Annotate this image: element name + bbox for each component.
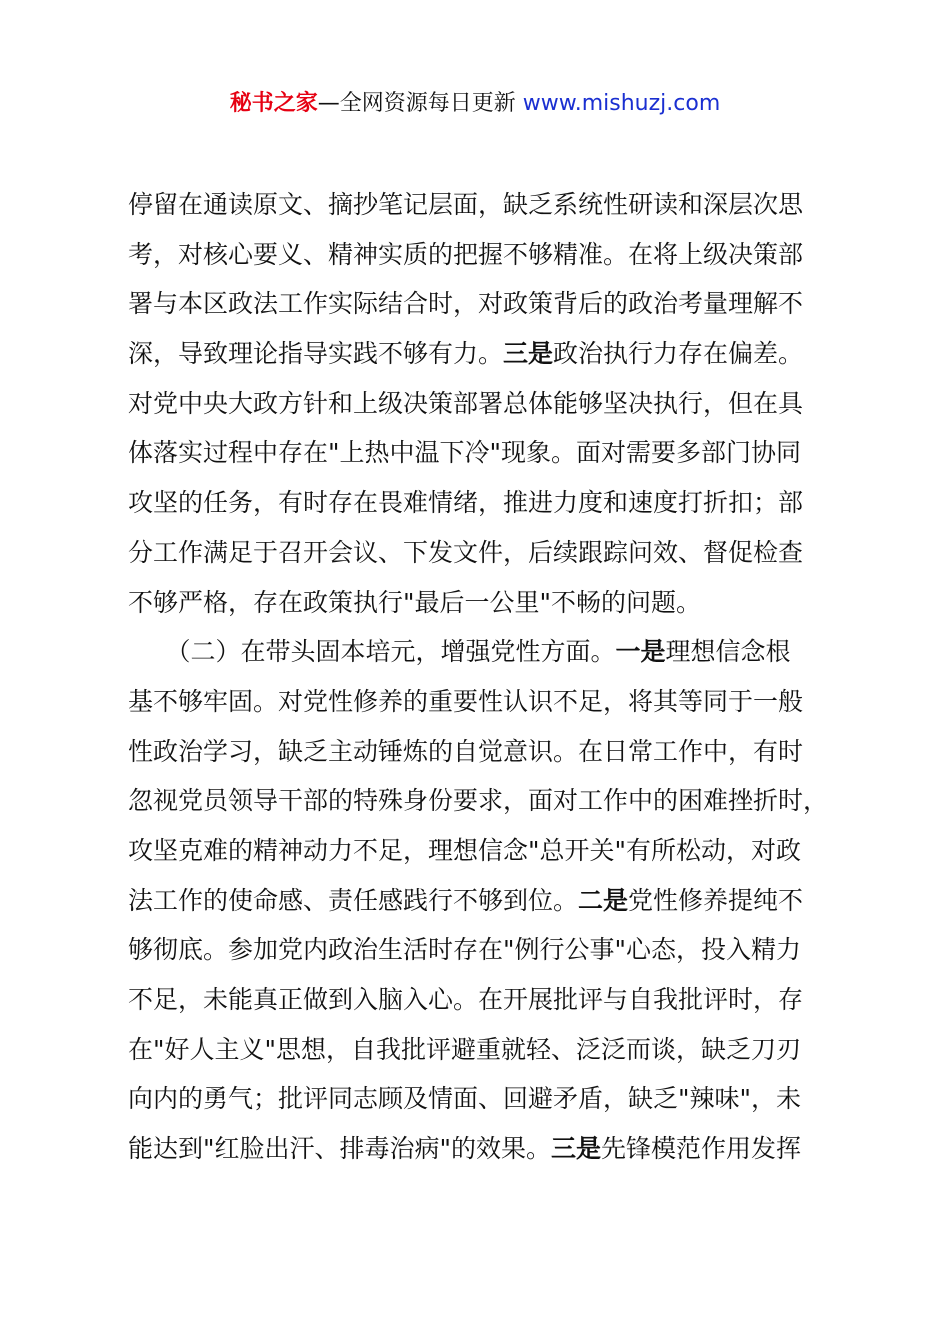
header-brand: 秘书之家 bbox=[229, 91, 318, 116]
text-line bbox=[128, 230, 838, 280]
text-line bbox=[128, 727, 838, 777]
bold-marker: 二是 bbox=[578, 885, 629, 915]
page-header bbox=[0, 88, 950, 120]
text-segment: 不足，未能真正做到入脑入心。在开展批评与自我批评时，存 bbox=[128, 985, 804, 1014]
text-segment: 考，对核心要义、精神实质的把握不够精准。在将上级决策部 bbox=[128, 239, 804, 269]
text-line bbox=[128, 279, 838, 329]
text-segment: 基不够牢固。对党性修养的重要性认识不足，将其等同于一般 bbox=[128, 686, 804, 716]
header-slogan: —全网资源每日更新 bbox=[317, 91, 523, 116]
text-segment: 够彻底。参加党内政治生活时存在"例行公事"心态，投入精力 bbox=[128, 935, 802, 965]
text-segment: 政治执行力存在偏差。 bbox=[553, 339, 804, 369]
text-line bbox=[128, 379, 838, 429]
text-line bbox=[128, 776, 838, 826]
text-line bbox=[128, 428, 838, 478]
text-segment: 党性修养提纯不 bbox=[628, 885, 804, 915]
document-body bbox=[128, 180, 838, 1174]
text-segment: 署与本区政法工作实际结合时，对政策背后的政治考量理解不 bbox=[128, 289, 804, 319]
text-segment: （二）在带头固本培元，增强党性方面。 bbox=[128, 637, 616, 667]
text-line bbox=[128, 627, 838, 677]
text-segment: 性政治学习，缺乏主动锤炼的自觉意识。在日常工作中，有时 bbox=[128, 736, 804, 766]
text-line bbox=[128, 826, 838, 876]
text-segment: 深，导致理论指导实践不够有力。 bbox=[128, 339, 504, 369]
text-segment: 向内的勇气；批评同志顾及情面、回避矛盾，缺乏"辣味"，未 bbox=[128, 1084, 802, 1114]
text-segment: 攻坚克难的精神动力不足，理想信念"总开关"有所松动，对政 bbox=[128, 835, 802, 865]
header-url: www.mishuzj.com bbox=[522, 91, 721, 116]
text-line bbox=[128, 478, 838, 528]
text-line bbox=[128, 180, 838, 230]
text-segment: 停留在通读原文、摘抄笔记层面，缺乏系统性研读和深层次思 bbox=[128, 190, 804, 219]
text-line bbox=[128, 975, 838, 1025]
text-segment: 忽视党员领导干部的特殊身份要求，面对工作中的困难挫折时， bbox=[128, 786, 829, 816]
text-line bbox=[128, 578, 838, 628]
text-segment: 理想信念根 bbox=[665, 637, 791, 667]
text-segment: 在"好人主义"思想，自我批评避重就轻、泛泛而谈，缺乏刀刃 bbox=[128, 1034, 802, 1064]
text-line bbox=[128, 1124, 838, 1174]
text-line bbox=[128, 1074, 838, 1124]
text-segment: 先锋模范作用发挥 bbox=[601, 1134, 802, 1164]
text-segment: 不够严格，存在政策执行"最后一公里"不畅的问题。 bbox=[128, 587, 702, 617]
bold-marker: 一是 bbox=[615, 637, 666, 667]
text-segment: 分工作满足于召开会议、下发文件，后续跟踪问效、督促检查 bbox=[128, 537, 804, 567]
text-segment: 法工作的使命感、责任感践行不够到位。 bbox=[128, 885, 579, 915]
text-line bbox=[128, 925, 838, 975]
text-segment: 体落实过程中存在"上热中温下冷"现象。面对需要多部门协同 bbox=[128, 438, 802, 468]
text-segment: 能达到"红脸出汗、排毒治病"的效果。 bbox=[128, 1134, 551, 1164]
text-line bbox=[128, 329, 838, 379]
text-line bbox=[128, 528, 838, 578]
text-line bbox=[128, 1025, 838, 1075]
bold-marker: 三是 bbox=[551, 1134, 602, 1164]
text-segment: 对党中央大政方针和上级决策部署总体能够坚决执行，但在具 bbox=[128, 388, 804, 418]
text-line bbox=[128, 876, 838, 926]
text-line bbox=[128, 677, 838, 727]
bold-marker: 三是 bbox=[503, 339, 554, 369]
text-segment: 攻坚的任务，有时存在畏难情绪，推进力度和速度打折扣；部 bbox=[128, 488, 804, 518]
